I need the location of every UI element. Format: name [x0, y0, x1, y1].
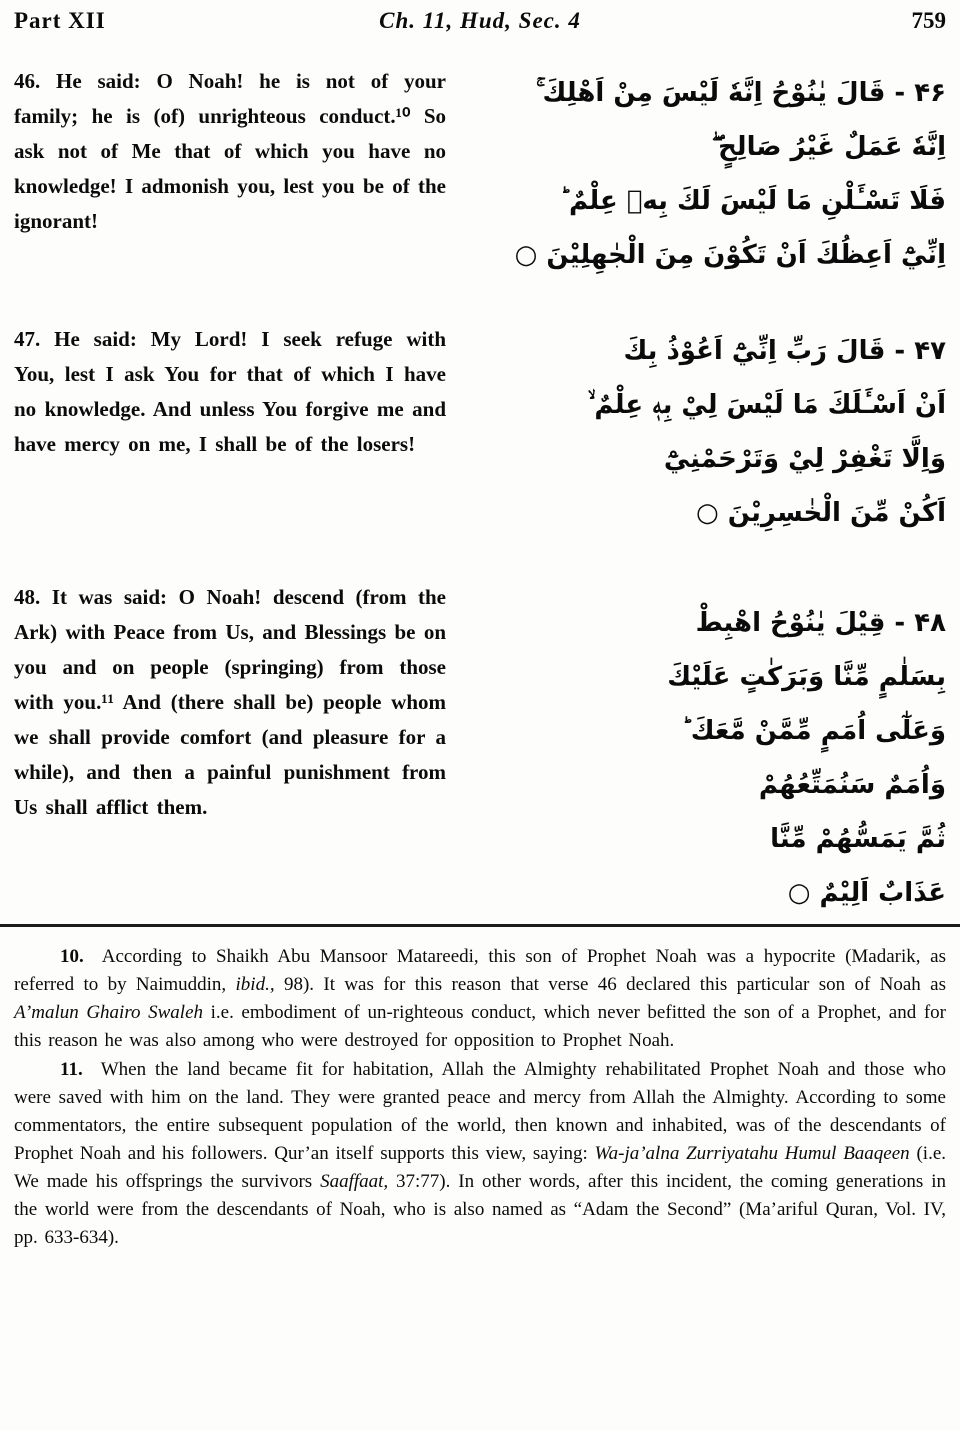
- verse-row-46: [14, 64, 946, 282]
- arabic-line: وَاُمَمٌ سَنُمَتِّعُهُمْ: [758, 770, 946, 800]
- footnotes-section: [14, 943, 946, 1252]
- verse-48-arabic: [446, 580, 946, 920]
- footnote-segment: (i.e. We made his offsprings the survivors: [14, 1143, 946, 1192]
- arabic-line: ثُمَّ يَمَسُّهُمْ مِّنَّا: [770, 824, 946, 854]
- arabic-line: وَعَلٰٓى اُمَمٍ مِّمَّنْ مَّعَكَ ؕ: [681, 716, 946, 746]
- footnote-10-number: 10.: [60, 946, 84, 967]
- verse-row-47: [14, 322, 946, 540]
- footnote-segment: i.e. embodiment of un-righteous conduct, which never befitted the son of a Prophet, and for this reason he was also among who were destroyed for opposition to Prophet Noah.: [14, 1002, 946, 1051]
- footnote-segment: According to Shaikh Abu Mansoor Matareedi, this son of Prophet Noah was a hypocrite (Madarik, as referred to by Naimuddin,: [14, 946, 946, 995]
- footnote-segment: ibid.,: [235, 974, 275, 995]
- verse-46-english: 46. He said: O Noah! he is not of your family; he is (of) unrighteous conduct.¹⁰ So ask not of Me that of which you have no knowledge! I admonish you, lest you be of the ignorant!: [14, 69, 446, 233]
- arabic-line: اَنْ اَسْـَٔلَكَ مَا لَيْسَ لِيْ بِهٖ عِلْمٌ ۙ: [587, 390, 946, 420]
- arabic-line: ۴۶ - قَالَ يٰنُوْحُ اِنَّهٗ لَيْسَ مِنْ اَهْلِكَ ۚ: [536, 78, 946, 108]
- footnote-11: [14, 1056, 946, 1252]
- chapter-title: Ch. 11, Hud, Sec. 4: [379, 8, 581, 33]
- page-header: [14, 8, 946, 34]
- verses-section: [14, 64, 946, 920]
- footnote-10: [14, 943, 946, 1055]
- arabic-line: اِنَّهٗ عَمَلٌ غَيْرُ صَالِحٍ ۖ: [711, 132, 946, 162]
- page-number: 759: [911, 8, 946, 33]
- footnote-segment: 37:77). In other words, after this incident, the coming generations in the world were from the descendants of Noah, who is also named as “Adam the Second” (Ma’ariful Quran, Vol. IV, pp. 633-634).: [14, 1171, 946, 1248]
- footnote-10-text: [14, 946, 946, 1051]
- footnote-divider: [0, 924, 960, 927]
- footnote-segment: When the land became fit for habitation, Allah the Almighty rehabilitated Prophet Noah and those who were saved with him on the land. They were granted peace and mercy from Allah the Almighty. According to some commentators, the entire subsequent population of the world, then known and inhabited, was of the descendants of Prophet Noah and his followers. Qur’an itself supports this view, saying:: [14, 1059, 946, 1164]
- footnote-segment: 98). It was for this reason that verse 46 declared this particular son of Noah as: [274, 974, 946, 995]
- footnote-segment: Saaffaat,: [320, 1171, 389, 1192]
- arabic-line: بِسَلٰمٍ مِّنَّا وَبَرَكٰتٍ عَلَيْكَ: [667, 662, 946, 692]
- verse-46-arabic: [446, 64, 946, 282]
- arabic-line: اِنِّيْٓ اَعِظُكَ اَنْ تَكُوْنَ مِنَ الْجٰهِلِيْنَ ○: [514, 240, 946, 270]
- footnote-11-number: 11.: [60, 1059, 83, 1080]
- arabic-line: ۴۷ - قَالَ رَبِّ اِنِّيْٓ اَعُوْذُ بِكَ: [623, 336, 946, 366]
- arabic-line: ۴۸ - قِيْلَ يٰنُوْحُ اهْبِطْ: [695, 608, 946, 638]
- footnote-segment: A’malun Ghairo Swaleh: [14, 1002, 204, 1023]
- footnote-11-text: [14, 1059, 946, 1248]
- arabic-line: فَلَا تَسْـَٔلْنِ مَا لَيْسَ لَكَ بِهٖ عِلْمٌ ؕ: [559, 186, 946, 216]
- arabic-line: وَاِلَّا تَغْفِرْ لِيْ وَتَرْحَمْنِيْٓ: [663, 444, 946, 474]
- arabic-line: عَذَابٌ اَلِيْمٌ ○: [787, 878, 946, 908]
- arabic-line: اَكُنْ مِّنَ الْخٰسِرِيْنَ ○: [696, 498, 946, 528]
- verse-48-english: 48. It was said: O Noah! descend (from the Ark) with Peace from Us, and Blessings be on you and on people (springing) from those with you.¹¹ And (there shall be) people whom we shall provide comfort (and pleasure for a while), and then a painful punishment from Us shall afflict them.: [14, 585, 446, 819]
- verse-47-english: 47. He said: My Lord! I seek refuge with You, lest I ask You for that of which I have no knowledge. And unless You forgive me and have mercy on me, I shall be of the losers!: [14, 327, 446, 456]
- verse-row-48: [14, 580, 946, 920]
- verse-47-arabic: [446, 322, 946, 540]
- footnote-segment: Wa-ja’alna Zurriyatahu Humul Baaqeen: [594, 1143, 910, 1164]
- part-label: Part XII: [14, 8, 106, 33]
